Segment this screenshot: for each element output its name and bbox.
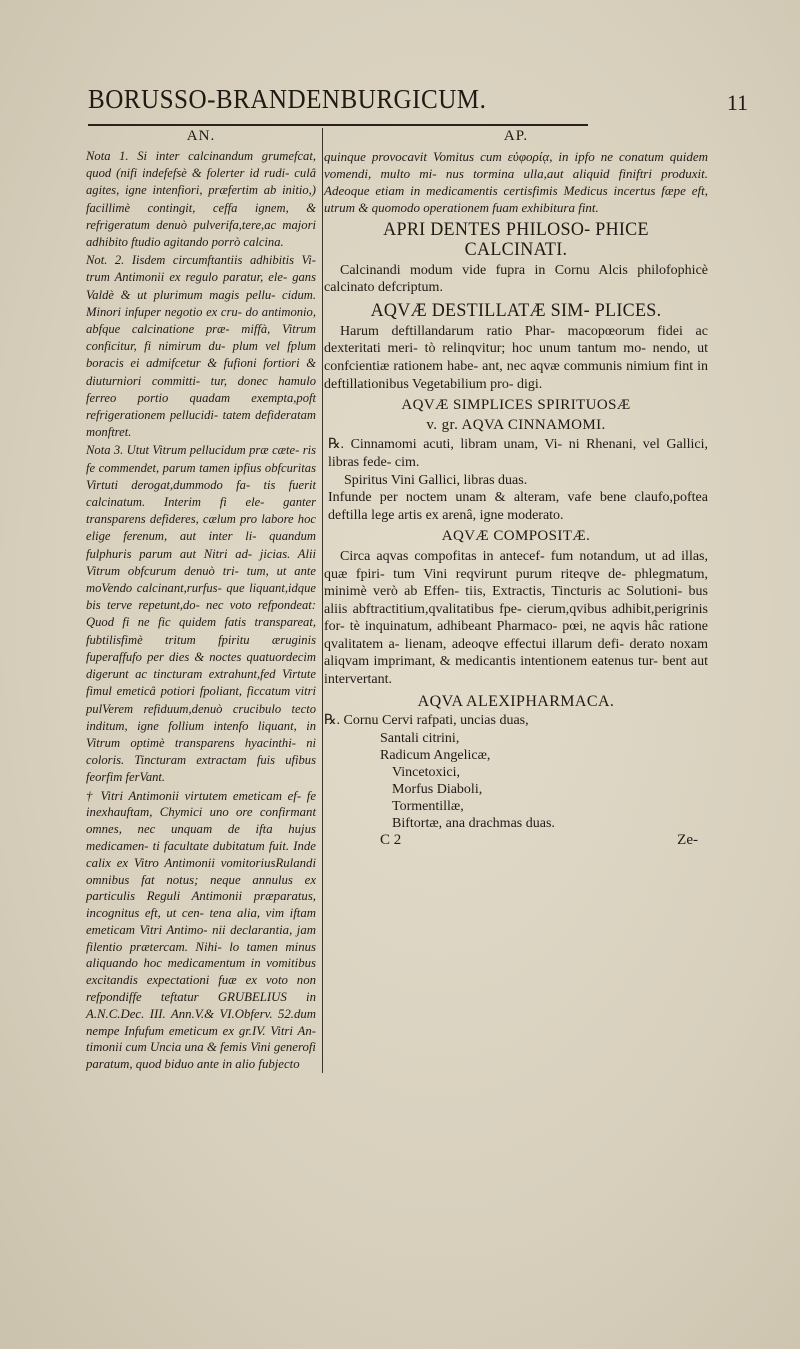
ingredient: Morfus Diaboli,: [392, 781, 483, 797]
recipe-lead: ℞. Cornu Cervi rafpati, uncias duas,: [324, 713, 529, 729]
note-3: Nota 3. Utut Vitrum pellucidum præ cæte- ris fe commendet, parum tamen ipfius obfcuritas Virtuti derogat,dummodo fa- tis fuerit calcinatum. Interim fi ele- ganter transparens defideres, cælum pro labore hoc elige ferenum, aut inter li- quandum fulphuris parum aut Nitri ad- jicias. Alii Vitrum obfcurum denuò tri- tum, ut ante moVendo calcinant,rurfus- que liquant,idque bis terve repetunt,do- nec voto refpondeat: Quod fi ne fic quidem fatis transpareat, fubtilisfimè tritum fpiritu æruginis fuperaffufo per dies & noctes quatuordecim digerunt ac tincturam extrahunt,fed Virtute fimul emeticâ potiori fpoliant, ficcatum vitri pulVerem refiduum,denuò crucibulo tecto inditum, igne follium intenfo liquant, in Vitrum optimè transparens hyacinthi- ni coloris. Tincturam extractam fuis ufibus feorfim ferVant.: [86, 443, 316, 785]
section-text-aqvae-compositae: Circa aqvas compofitas in antecef- fum notandum, ut ad illas, quæ fpiri- tum Vini reqvirunt purum riteqve de- phlegmatum, minimè verò ab Effen- tiis, Extractis, Tincturis ac Solutioni- bus aliis abftractitium,qvalitatibus fpe- cierum,qvibus adhibit,perigrinis for- tè inquinatum, adhibeant Pharmaco- pœi, ne aqvis hâc ratione qvalitatem a- lienam, adeoqve effectui illarum defi- derato noxam aliqvam imprimant, & medicantis intentionem eatenus tur- bent aut intervertant.: [324, 548, 708, 688]
section-text-aqvae-destillatae: Harum deftillandarum ratio Phar- macopœorum fidei ac dexteritati meri- tò relinqvitur; hoc unum tantum mo- nendo, ut confcientiæ rationem habe- ant, nec aqvæ communis nimium fint in deftillationibus Vegetabilium pro- digi.: [324, 323, 708, 392]
section-heading-aqvae-destillatae: AQVÆ DESTILLATÆ SIM- PLICES.: [370, 299, 662, 321]
section-heading-aqvae-spirituosae: AQVÆ SIMPLICES SPIRITUOSÆ: [401, 397, 631, 414]
continuation-text: quinque provocavit Vomitus cum εὐφορίᾳ, in ipfo ne conatum quidem vomendi, multo mi- nus tormina ulla,aut aliquid finiftri produxit. Adeoque etiam in medicamentis certisfimis Medicus incertus fæpe eft, utrum & quomodo operationem fuam exhibitura fint.: [324, 148, 708, 215]
recipe-line: ℞. Cinnamomi acuti, libram unam, Vi- ni Rhenani, vel Gallici, libras fede- cim.: [328, 437, 708, 470]
catchword: Ze-: [677, 831, 698, 848]
section-text-apri-dentes: Calcinandi modum vide fupra in Cornu Alcis philofophicè calcinato defcriptum.: [324, 262, 708, 296]
page-number: 11: [726, 90, 748, 115]
recipe-line: Spiritus Vini Gallici, libras duas.: [344, 472, 528, 488]
section-subheading-aqva-cinnamomi: v. gr. AQVA CINNAMOMI.: [426, 416, 606, 433]
left-column-label: AN.: [186, 128, 216, 144]
section-heading-aqva-alexipharmaca: AQVA ALEXIPHARMACA.: [417, 692, 615, 710]
page-footer: [324, 832, 708, 850]
recipe-cinnamomi: [324, 436, 708, 524]
ingredient: Biftortæ, ana drachmas duas.: [392, 815, 555, 831]
right-column: [324, 128, 708, 849]
note-1: Nota 1. Si inter calcinandum grumefcat, quod (nifi indefefsè & folerter id rudi- culâ agites, igne intenfiori, præfertim ab initio,) facillimè contingit, ceffa ignem, & refrigeratum denuò pulverifa,tere,ac majori adhibito ftudio agitando porrò calcina.: [86, 149, 316, 250]
running-header: [88, 84, 748, 120]
dagger-note: † Vitri Antimonii virtutem emeticam ef- fe inexhauftam, Chymici uno ore confirmant omnes, nec unquam de ifta hujus medicamen- ti facultate dubitatum fuit. Inde calix ex Vitro Antimonii vomitoriusRulandi omnibus fat notus; neque annulus ex particulis Reguli Antimonii præparatus, incognitus eft, ut cen- tena alia, vim iftam emeticam Vitri Antimo- nii declarantia, jam filentio prætercam. Nihi- lo tamen minus aliquando hoc medicamentum in vomitibus excitandis expectationi fuæ ex voto non refpondiffe teftatur GRUBELIUS in A.N.C.Dec. III. Ann.V.& VI.Obferv. 52.dum nempe Infufum emeticum ex gr.IV. Vitri An- timonii cum Uncia una & femis Vini generofi paratum, quod biduo ante in alio fubjecto: [86, 788, 316, 1072]
signature-mark: C 2: [380, 831, 402, 848]
ingredient: Radicum Angelicæ,: [380, 747, 491, 763]
ingredient: Santali citrini,: [380, 730, 460, 746]
ingredient: Tormentillæ,: [392, 798, 464, 814]
section-heading-apri-dentes: APRI DENTES PHILOSO- PHICE CALCINATI.: [383, 218, 649, 260]
left-column: [86, 128, 323, 1073]
ingredient: Vincetoxici,: [392, 764, 460, 780]
running-title: BORUSSO-BRANDENBURGICUM.: [88, 84, 487, 114]
header-rule: [88, 124, 588, 126]
right-column-label: AP.: [503, 128, 529, 144]
section-heading-aqvae-compositae: AQVÆ COMPOSITÆ.: [441, 528, 591, 545]
note-2: Not. 2. Iisdem circumftantiis adhibitis Vi- trum Antimonii ex regulo paratur, ele- gans Valdè & ut plurimum magis pellu- cidum. Minori infuper negotio ex cru- do antimonio, abfque calcinatione præ- miffà, Vitrum conficitur, fi nimirum du- plum vel fplum boracis ei admifcetur & fufioni fortiori & diuturniori committi- tur, donec hamulo ferreo portio quadam exempta,poft refrigerationem pellucidi- tatem defideratam monftret.: [86, 253, 316, 440]
recipe-line: Infunde per noctem unam & alteram, vafe bene claufo,poftea deftilla lege artis ex arenâ, igne moderato.: [328, 490, 708, 523]
